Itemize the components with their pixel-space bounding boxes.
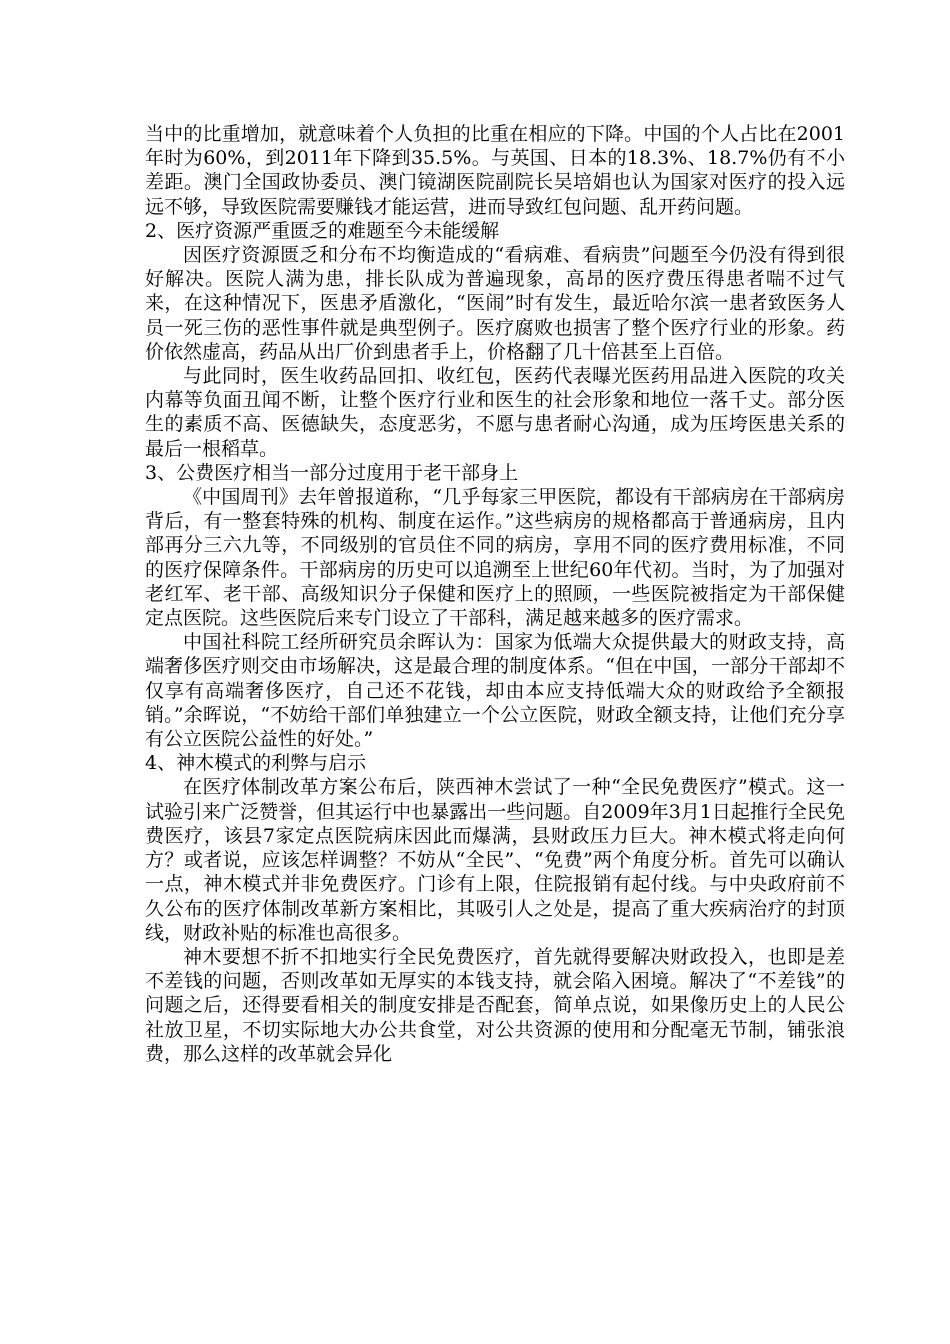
section-heading-3: 3、公费医疗相当一部分过度用于老干部身上: [145, 461, 519, 484]
paragraph-shenmu-funding: 神木要想不折不扣地实行全民免费医疗，首先就得要解决财政投入，也即是差不差钱的问题，否则改革如无厚实的本钱支持，就会陷入困境。解决了“不差钱”的问题之后，还得要看相关的制度安排是否配套，简单点说，如果像历史上的人民公社放卫星，不切实际地大办公共食堂，对公共资源的使用和分配毫无节制，铺张浪费，那么这样的改革就会异化: [145, 945, 845, 1065]
paragraph-cadre-wards: 《中国周刊》去年曾报道称，“几乎每家三甲医院，都设有干部病房在干部病房背后，有一整套特殊的机构、制度在运作。”这些病房的规格都高于普通病房，且内部再分三六九等，不同级别的官员住不同的病房，享用不同的医疗费用标准，不同的医疗保障条件。干部病房的历史可以追溯至上世纪60年代初。当时，为了加强对老红军、老干部、高级知识分子保健和医疗上的照顾，一些医院被指定为干部保健定点医院。这些医院后来专门设立了干部科，满足越来越多的医疗需求。: [145, 486, 845, 630]
paragraph-medical-shortage: 因医疗资源匮乏和分布不均衡造成的“看病难、看病贵”问题至今仍没有得到很好解决。医院人满为患，排长队成为普遍现象，高昂的医疗费压得患者喘不过气来，在这种情况下，医患矛盾激化，“医闹”时有发生，最近哈尔滨一患者致医务人员一死三伤的恶性事件就是典型例子。医疗腐败也损害了整个医疗行业的形象。药价依然虚高，药品从出厂价到患者手上，价格翻了几十倍甚至上百倍。: [145, 244, 845, 363]
paragraph-yu-hui-quote: 中国社科院工经所研究员余晖认为：国家为低端大众提供最大的财政支持，高端奢侈医疗则交由市场解决，这是最合理的制度体系。“但在中国，一部分干部却不仅享有高端奢侈医疗，自己还不花钱，却由本应支持低端大众的财政给予全额报销。”余晖说，“不妨给干部们单独建立一个公立医院，财政全额支持，让他们充分享有公立医院公益性的好处。”: [145, 631, 845, 751]
paragraph-intro: 当中的比重增加，就意味着个人负担的比重在相应的下降。中国的个人占比在2001年时为60%，到2011年下降到35.5%。与英国、日本的18.3%、18.7%仍有不小差距。澳门全国政协委员、澳门镜湖医院副院长吴培娟也认为国家对医疗的投入远远不够，导致医院需要赚钱才能运营，进而导致红包问题、乱开药问题。: [145, 123, 845, 218]
document-body: [145, 122, 845, 1066]
section-heading-4: 4、神木模式的利弊与启示: [145, 752, 367, 775]
paragraph-doctor-ethics: 与此同时，医生收药品回扣、收红包，医药代表曝光医药用品进入医院的攻关内幕等负面丑闻不断，让整个医疗行业和医生的社会形象和地位一落千丈。部分医生的素质不高、医德缺失，态度恶劣，不愿与患者耐心沟通，成为压垮医患关系的最后一根稻草。: [145, 365, 845, 460]
section-heading-2: 2、医疗资源严重匮乏的难题至今未能缓解: [145, 219, 500, 242]
paragraph-shenmu-model: 在医疗体制改革方案公布后，陕西神木尝试了一种“全民免费医疗”模式。这一试验引来广泛赞誉，但其运行中也暴露出一些问题。自2009年3月1日起推行全民免费医疗，该县7家定点医院病床因此而爆满，县财政压力巨大。神木模式将走向何方？或者说，应该怎样调整？不妨从“全民”、“免费”两个角度分析。首先可以确认一点，神木模式并非免费医疗。门诊有上限，住院报销有起付线。与中央政府前不久公布的医疗体制改革新方案相比，其吸引人之处是，提高了重大疾病治疗的封顶线，财政补贴的标准也高很多。: [145, 776, 845, 944]
